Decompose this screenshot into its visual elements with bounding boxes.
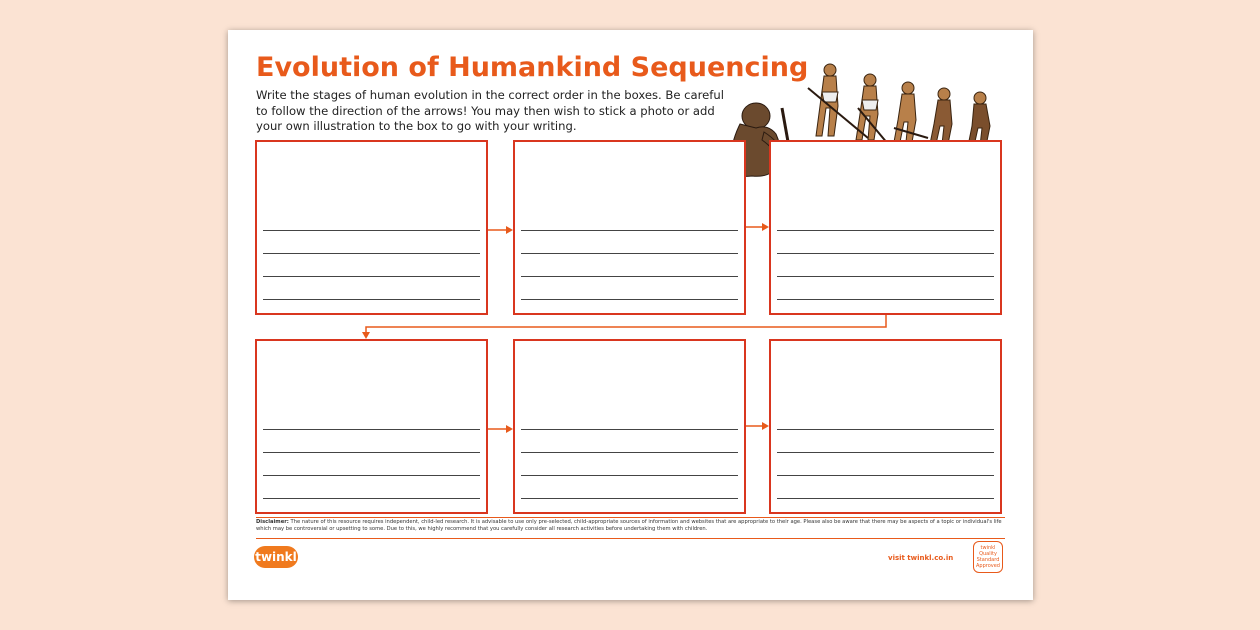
sequence-box-2[interactable] bbox=[513, 140, 746, 315]
writing-line bbox=[777, 452, 994, 453]
disclaimer bbox=[256, 519, 1008, 533]
writing-line bbox=[777, 475, 994, 476]
worksheet-title: Evolution of Humankind Sequencing bbox=[256, 52, 809, 83]
sequence-box-1[interactable] bbox=[255, 140, 488, 315]
writing-line bbox=[777, 429, 994, 430]
writing-line bbox=[521, 452, 738, 453]
writing-line bbox=[263, 276, 480, 277]
writing-line bbox=[777, 299, 994, 300]
visit-link[interactable]: visit twinkl.co.in bbox=[888, 554, 954, 562]
writing-line bbox=[521, 230, 738, 231]
writing-line bbox=[777, 230, 994, 231]
quality-badge: twinkl Quality Standard Approved bbox=[973, 541, 1003, 573]
down-arrow-icon bbox=[358, 315, 893, 341]
disclaimer-label: Disclaimer: bbox=[256, 519, 289, 525]
disclaimer-text: The nature of this resource requires independent, child-led research. It is advisable to use only pre-selected, child-appropriate sources of information and websites that are appropriate to their age. Please also be aware that there may be aspects of a topic or individual's life which may be controversial or upsetting to some. Due to this, we highly recommend that you carefully consider all research activities before undertaking them with children. bbox=[256, 519, 1002, 532]
writing-line bbox=[263, 253, 480, 254]
writing-line bbox=[521, 299, 738, 300]
writing-line bbox=[521, 253, 738, 254]
sequence-box-3[interactable] bbox=[769, 140, 1002, 315]
worksheet-instructions: Write the stages of human evolution in the correct order in the boxes. Be careful to follow the direction of the arrows! You may then wish to stick a photo or add your own illustration to the box to go with your writing. bbox=[256, 88, 724, 133]
right-arrow-icon bbox=[488, 225, 514, 235]
writing-line bbox=[777, 253, 994, 254]
writing-line bbox=[263, 299, 480, 300]
writing-line bbox=[263, 498, 480, 499]
writing-line bbox=[521, 498, 738, 499]
sequence-box-4[interactable] bbox=[255, 339, 488, 514]
writing-line bbox=[521, 429, 738, 430]
writing-line bbox=[521, 475, 738, 476]
right-arrow-icon bbox=[746, 222, 770, 232]
footer-divider bbox=[256, 538, 1005, 539]
right-arrow-icon bbox=[488, 424, 514, 434]
sequence-box-6[interactable] bbox=[769, 339, 1002, 514]
footer-divider bbox=[256, 517, 1005, 518]
worksheet-page bbox=[228, 30, 1033, 600]
writing-line bbox=[263, 475, 480, 476]
writing-line bbox=[263, 429, 480, 430]
writing-line bbox=[521, 276, 738, 277]
writing-line bbox=[263, 230, 480, 231]
right-arrow-icon bbox=[746, 421, 770, 431]
writing-line bbox=[777, 498, 994, 499]
sequence-box-5[interactable] bbox=[513, 339, 746, 514]
writing-line bbox=[263, 452, 480, 453]
twinkl-logo: twinkl bbox=[254, 546, 298, 568]
writing-line bbox=[777, 276, 994, 277]
